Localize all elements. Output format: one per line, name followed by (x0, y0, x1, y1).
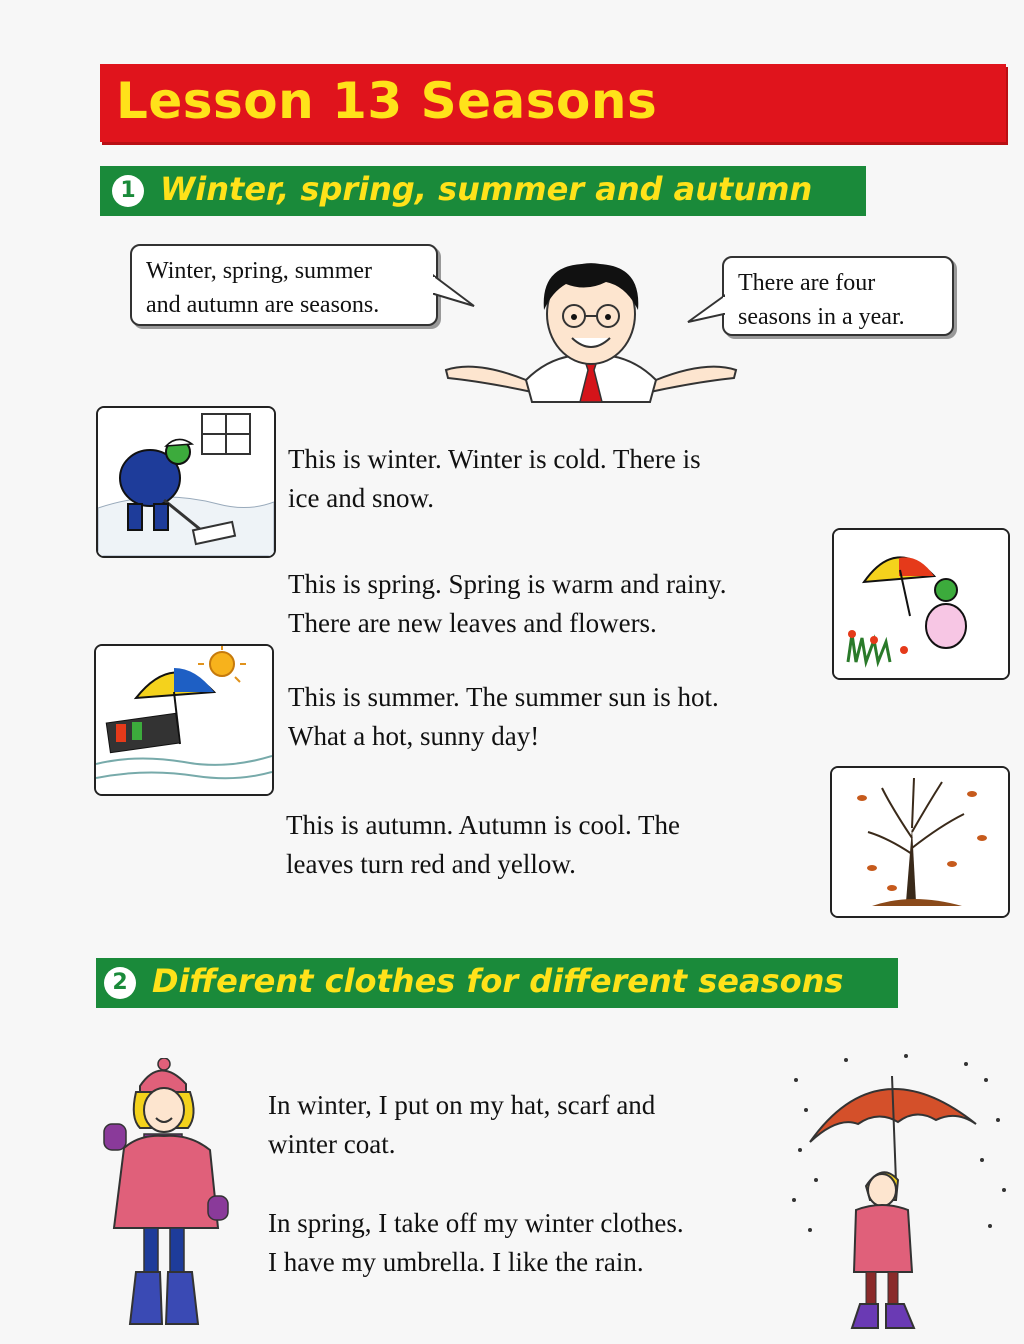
summer-line-2: What a hot, sunny day! (288, 721, 540, 751)
clothes-winter-paragraph (268, 1086, 655, 1164)
bubble-right-line-1: There are four (738, 270, 876, 296)
autumn-line-2: leaves turn red and yellow. (286, 849, 576, 879)
winter-paragraph (288, 440, 701, 518)
speech-bubble-left (130, 244, 438, 326)
winter-line-1: This is winter. Winter is cold. There is (288, 444, 701, 474)
summer-line-1: This is summer. The summer sun is hot. (288, 682, 719, 712)
spring-picture (832, 528, 1010, 680)
clothes-spring-line-2: I have my umbrella. I like the rain. (268, 1247, 644, 1277)
autumn-picture (830, 766, 1010, 918)
spring-line-1: This is spring. Spring is warm and rainy. (288, 569, 727, 599)
bubble-left-line-1: Winter, spring, summer (146, 258, 373, 284)
winter-shovel-scene-icon (98, 408, 274, 556)
section-2-title: Different clothes for different seasons (152, 962, 844, 1000)
clothes-spring-line-1: In spring, I take off my winter clothes. (268, 1208, 684, 1238)
bubble-right-line-2: seasons in a year. (738, 304, 905, 330)
summer-picture (94, 644, 274, 796)
spring-umbrella-scene-icon (834, 530, 1008, 678)
section-1-number: 1 (112, 175, 144, 207)
spring-line-2: There are new leaves and flowers. (288, 608, 657, 638)
summer-paragraph (288, 678, 719, 756)
lesson-title: Lesson 13 Seasons (116, 72, 658, 130)
summer-beach-scene-icon (96, 646, 272, 794)
autumn-paragraph (286, 806, 680, 884)
boy-illustration (436, 252, 746, 412)
section-1-title: Winter, spring, summer and autumn (160, 170, 813, 208)
speech-bubble-right (722, 256, 954, 336)
section-2-number: 2 (104, 967, 136, 999)
girl-winter-illustration (100, 1058, 240, 1334)
bubble-left-line-2: and autumn are seasons. (146, 292, 380, 318)
autumn-tree-scene-icon (832, 768, 1008, 916)
clothes-spring-paragraph (268, 1204, 684, 1282)
autumn-line-1: This is autumn. Autumn is cool. The (286, 810, 680, 840)
clothes-winter-line-2: winter coat. (268, 1129, 396, 1159)
spring-paragraph (288, 565, 726, 643)
winter-line-2: ice and snow. (288, 483, 434, 513)
girl-umbrella-rain-illustration (786, 1050, 1016, 1336)
clothes-winter-line-1: In winter, I put on my hat, scarf and (268, 1090, 656, 1120)
winter-picture (96, 406, 276, 558)
